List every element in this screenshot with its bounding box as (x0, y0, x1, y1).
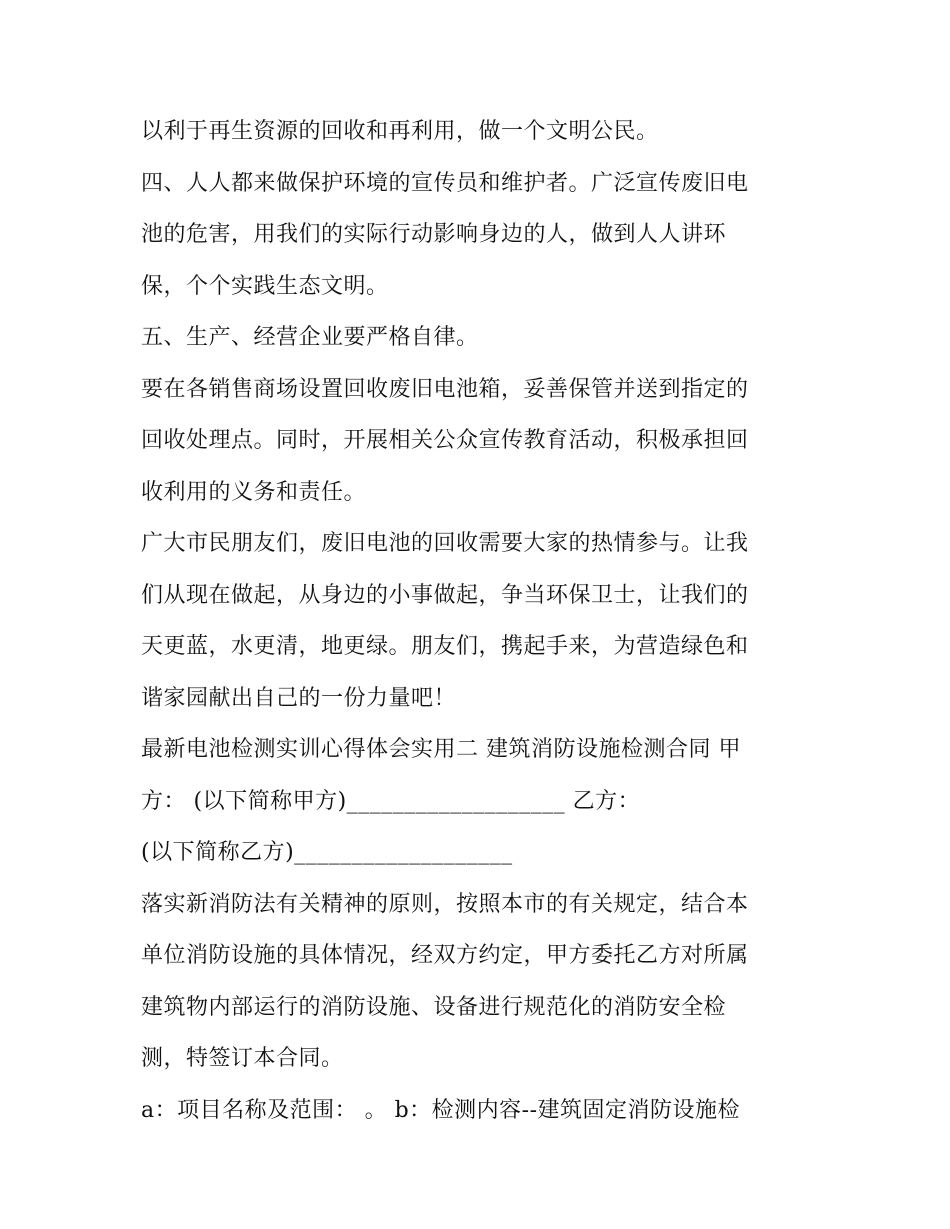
text-line: 四、人人都来做保护环境的宣传员和维护者。广泛宣传废旧电 (141, 170, 749, 196)
text-line: 池的危害，用我们的实际行动影响身边的人，做到人人讲环 (141, 222, 727, 247)
text-line: 建筑物内部运行的消防设施、设备进行规范化的消防安全检 (141, 994, 727, 1020)
text-line: 收利用的义务和责任。 (141, 479, 367, 505)
text-line: 们从现在做起，从身边的小事做起，争当环保卫士，让我们的 (141, 582, 749, 608)
text-line: 回收处理点。同时，开展相关公众宣传教育活动，积极承担回 (141, 428, 749, 453)
text-line: 谐家园献出自己的一份力量吧！ (141, 685, 457, 711)
text-line: 方： (以下简称甲方)___________________ 乙方： (141, 788, 641, 814)
text-line: 落实新消防法有关精神的原则，按照本市的有关规定，结合本 (141, 891, 749, 917)
text-line: 保，个个实践生态文明。 (141, 273, 389, 299)
text-line: 要在各销售商场设置回收废旧电池箱，妥善保管并送到指定的 (141, 376, 749, 402)
text-line: a：项目名称及范围： 。 b：检测内容--建筑固定消防设施检 (141, 1097, 741, 1123)
text-line: 广大市民朋友们，废旧电池的回收需要大家的热情参与。让我 (141, 531, 749, 556)
text-line: 五、生产、经营企业要严格自律。 (141, 325, 479, 350)
text-line: (以下简称乙方)___________________ (141, 840, 513, 865)
text-line: 单位消防设施的具体情况，经双方约定，甲方委托乙方对所属 (141, 943, 749, 968)
text-line: 天更蓝，水更清，地更绿。朋友们，携起手来，为营造绿色和 (141, 634, 749, 659)
text-line: 最新电池检测实训心得体会实用二 建筑消防设施检测合同 甲 (141, 737, 741, 762)
text-line: 测，特签订本合同。 (141, 1046, 344, 1071)
text-line: 以利于再生资源的回收和再利用，做一个文明公民。 (141, 119, 659, 144)
document-body (141, 106, 821, 1136)
